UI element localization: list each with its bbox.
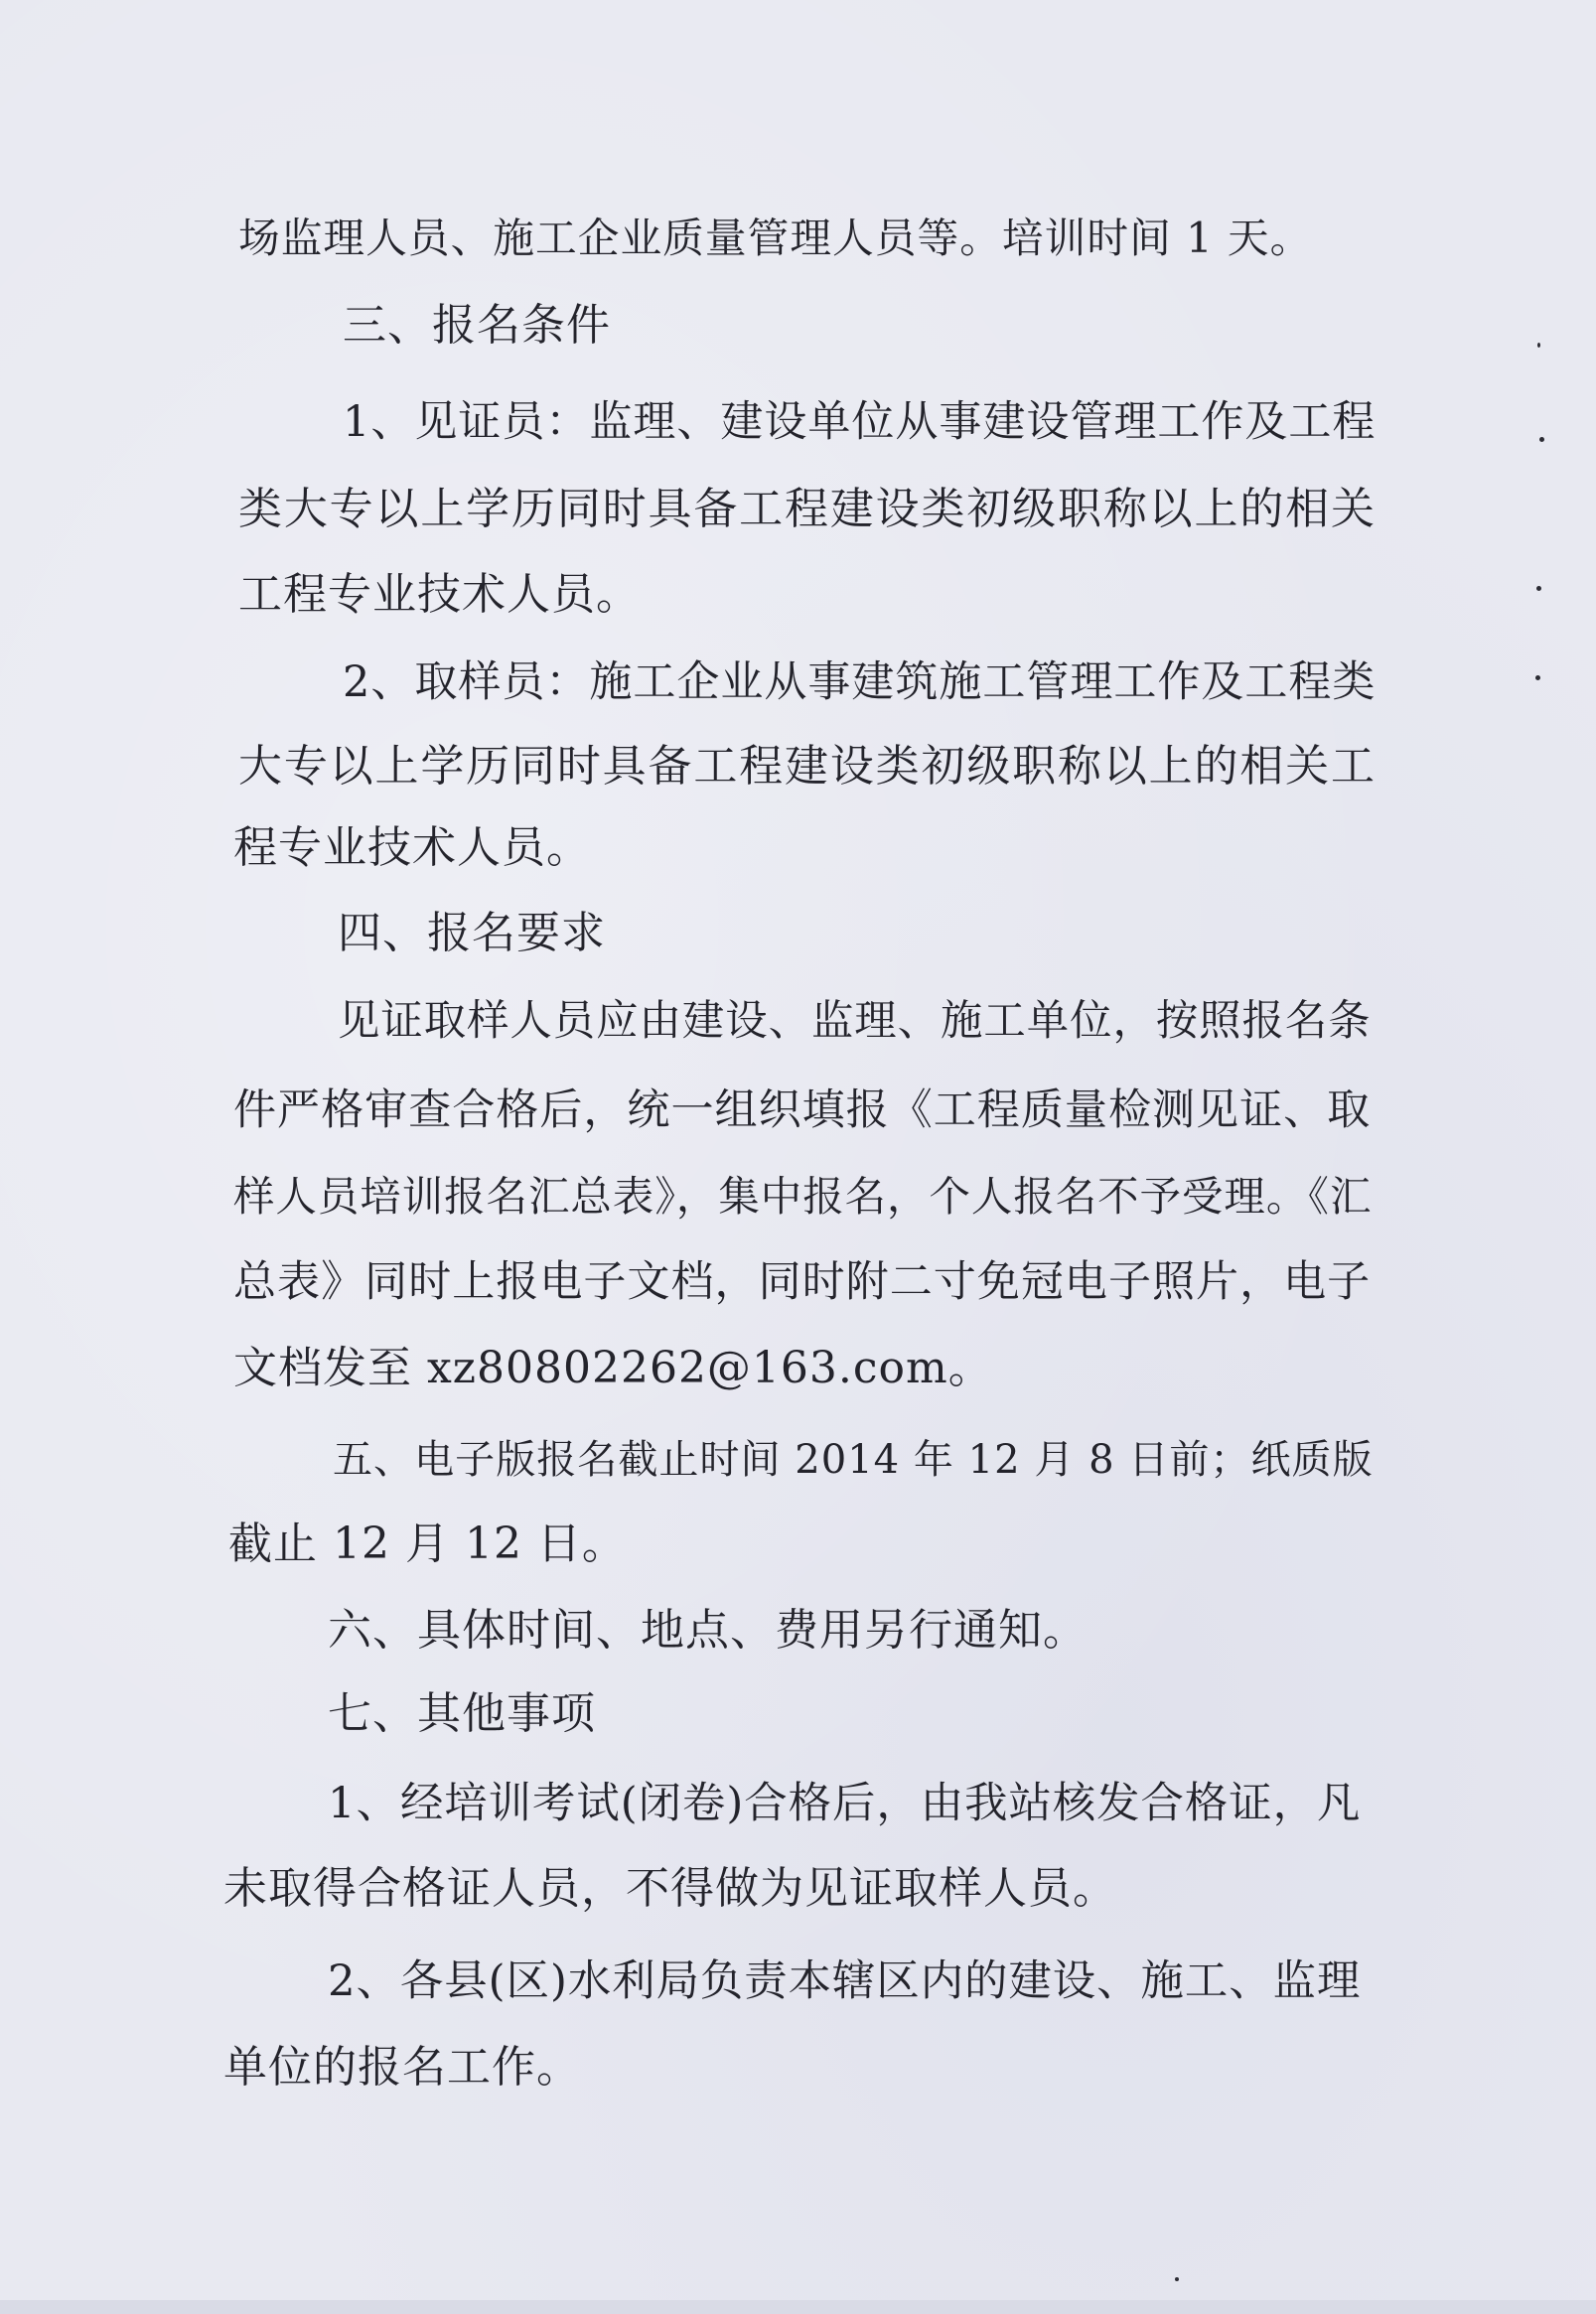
condition-2-line-1: 2、取样员：施工企业从事建筑施工管理工作及工程类 (343, 657, 1377, 707)
condition-1-line-3: 工程专业技术人员。 (238, 569, 641, 620)
requirement-line-3: 样人员培训报名汇总表》，集中报名，个人报名不予受理。《汇 (233, 1173, 1373, 1221)
section-6-line: 六、具体时间、地点、费用另行通知。 (328, 1605, 1088, 1656)
training-duration-line: 场监理人员、施工企业质量管理人员等。培训时间 1 天。 (238, 214, 1313, 262)
other-1-line-2: 未取得合格证人员，不得做为见证取样人员。 (223, 1863, 1117, 1914)
other-1-line-1: 1、经培训考试(闭卷)合格后，由我站核发合格证，凡 (328, 1779, 1362, 1828)
scan-speck (1536, 586, 1541, 591)
requirement-line-4: 总表》同时上报电子文档，同时附二寸免冠电子照片，电子 (233, 1257, 1372, 1307)
condition-2-line-2: 大专以上学历同时具备工程建设类初级职称以上的相关工 (238, 741, 1377, 792)
deadline-line-2: 截止 12 月 12 日。 (228, 1519, 627, 1569)
section-4-heading: 四、报名要求 (338, 908, 606, 958)
requirement-line-1: 见证取样人员应由建设、监理、施工单位，按照报名条 (338, 996, 1372, 1045)
scan-speck (1535, 675, 1540, 680)
condition-1-line-1: 1、见证员：监理、建设单位从事建设管理工作及工程 (343, 397, 1377, 447)
condition-2-line-3: 程专业技术人员。 (233, 822, 591, 873)
scan-speck (1539, 437, 1544, 442)
other-2-line-1: 2、各县(区)水利局负责本辖区内的建设、施工、监理 (328, 1956, 1362, 2006)
section-3-heading: 三、报名条件 (343, 300, 611, 351)
deadline-line-1: 五、电子版报名截止时间 2014 年 12 月 8 日前；纸质版 (333, 1437, 1374, 1483)
requirement-line-2: 件严格审查合格后，统一组织填报《工程质量检测见证、取 (233, 1085, 1372, 1135)
section-7-heading: 七、其他事项 (328, 1688, 596, 1739)
scan-speck (1175, 2277, 1179, 2281)
requirement-email-line: 文档发至 xz80802262@163.com。 (233, 1343, 993, 1393)
scan-speck (1537, 343, 1540, 348)
other-2-line-2: 单位的报名工作。 (223, 2042, 581, 2093)
condition-1-line-2: 类大专以上学历同时具备工程建设类初级职称以上的相关 (238, 484, 1377, 534)
